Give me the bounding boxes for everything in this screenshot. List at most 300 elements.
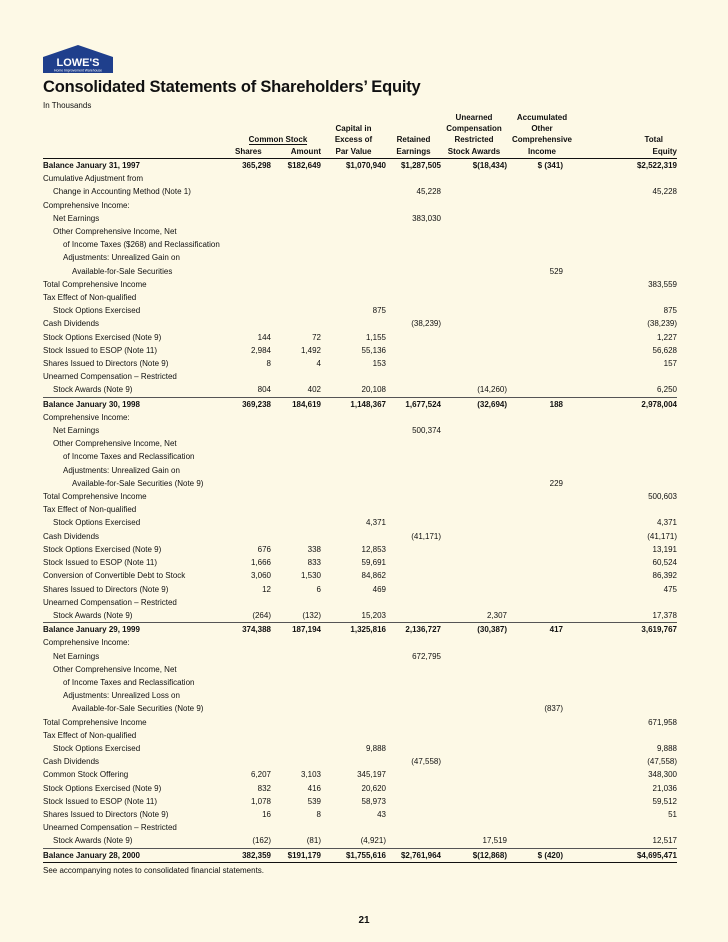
cell-amount: 1,492 (300, 345, 321, 355)
cell-retained: 45,228 (416, 187, 441, 197)
balance-row (43, 159, 677, 173)
cell-aoci (507, 729, 577, 742)
table-row (43, 424, 677, 437)
cell-retained (386, 636, 441, 649)
row-label: Comprehensive Income: (43, 200, 130, 210)
row-label: Adjustments: Unrealized Gain on (63, 465, 180, 475)
table-row (43, 596, 677, 609)
cell-amount (271, 742, 321, 755)
row-label: Shares Issued to Directors (Note 9) (43, 359, 169, 369)
row-label: Stock Options Exercised (Note 9) (43, 332, 162, 342)
cell-aoci (507, 795, 577, 808)
row-label: Stock Options Exercised (53, 743, 141, 753)
cell-capital: 153 (372, 359, 386, 369)
cell-total: 875 (663, 306, 677, 316)
cell-amount: 416 (307, 783, 321, 793)
cell-capital (321, 477, 386, 490)
cell-shares (235, 490, 271, 503)
cell-unearned (441, 650, 507, 663)
table-row (43, 530, 677, 543)
cell-unearned (441, 344, 507, 357)
cell-total: 86,392 (652, 571, 677, 581)
row-label: Net Earnings (53, 651, 100, 661)
cell-total (577, 450, 677, 463)
cell-unearned: $(12,868) (441, 848, 507, 862)
row-label: Stock Options Exercised (Note 9) (43, 783, 162, 793)
cell-retained (386, 663, 441, 676)
cell-capital (321, 689, 386, 702)
cell-unearned (441, 278, 507, 291)
row-label: of Income Taxes and Reclassification (63, 452, 195, 462)
cell-shares: 16 (262, 809, 271, 819)
cell-retained (386, 609, 441, 623)
cell-shares (235, 503, 271, 516)
cell-retained: $2,761,964 (386, 848, 441, 862)
cell-amount (271, 596, 321, 609)
table-row (43, 490, 677, 503)
cell-unearned (441, 238, 507, 251)
cell-amount (271, 650, 321, 663)
row-label: of Income Taxes and Reclassification (63, 677, 195, 687)
table-row (43, 821, 677, 834)
cell-total (577, 650, 677, 663)
table-header (43, 112, 677, 159)
cell-amount: 338 (307, 544, 321, 554)
cell-amount (271, 503, 321, 516)
cell-amount (271, 530, 321, 543)
cell-retained (386, 357, 441, 370)
cell-shares (235, 278, 271, 291)
cell-amount (271, 212, 321, 225)
cell-capital: 12,853 (361, 544, 386, 554)
cell-amount (271, 636, 321, 649)
cell-aoci (507, 755, 577, 768)
header-unearned: Restricted (454, 135, 494, 144)
row-label: Balance January 29, 1999 (43, 623, 235, 637)
cell-aoci (507, 716, 577, 729)
table-row (43, 464, 677, 477)
cell-capital (321, 702, 386, 715)
cell-retained: (47,558) (411, 757, 441, 767)
cell-amount (271, 464, 321, 477)
cell-unearned (441, 265, 507, 278)
cell-shares: 2,984 (250, 345, 271, 355)
cell-aoci (507, 689, 577, 702)
cell-retained (386, 768, 441, 781)
cell-unearned (441, 370, 507, 383)
cell-capital: 59,691 (361, 558, 386, 568)
units-note: In Thousands (43, 101, 92, 110)
cell-shares (235, 238, 271, 251)
cell-unearned: 17,519 (482, 836, 507, 846)
cell-retained (386, 199, 441, 212)
cell-capital (321, 490, 386, 503)
cell-shares (235, 530, 271, 543)
cell-aoci (507, 556, 577, 569)
row-label: Total Comprehensive Income (43, 279, 147, 289)
cell-aoci (507, 383, 577, 397)
cell-amount (271, 304, 321, 317)
cell-total: 13,191 (652, 544, 677, 554)
cell-retained (386, 251, 441, 264)
header-aoci: Other (531, 124, 553, 133)
row-label: Net Earnings (53, 213, 100, 223)
row-label: Total Comprehensive Income (43, 717, 147, 727)
cell-capital (321, 278, 386, 291)
cell-capital (321, 755, 386, 768)
cell-capital: $1,755,616 (321, 848, 386, 862)
cell-total (577, 411, 677, 424)
table-row (43, 278, 677, 291)
cell-amount (271, 185, 321, 198)
cell-retained (386, 383, 441, 397)
cell-total (577, 702, 677, 715)
cell-amount: 3,103 (300, 770, 321, 780)
cell-unearned (441, 689, 507, 702)
cell-aoci (507, 291, 577, 304)
cell-amount (271, 702, 321, 715)
cell-amount (271, 251, 321, 264)
cell-amount (271, 265, 321, 278)
cell-total (577, 464, 677, 477)
cell-unearned (441, 755, 507, 768)
cell-retained (386, 344, 441, 357)
header-capital: Capital in (335, 124, 372, 133)
cell-total: 56,628 (652, 345, 677, 355)
cell-retained (386, 331, 441, 344)
row-label: Available-for-Sale Securities (Note 9) (72, 478, 204, 488)
cell-total (577, 212, 677, 225)
cell-shares (235, 411, 271, 424)
cell-total: 1,227 (656, 332, 677, 342)
cell-shares: 676 (257, 544, 271, 554)
cell-total: 671,958 (648, 717, 677, 727)
cell-aoci (507, 172, 577, 185)
cell-total: 348,300 (648, 770, 677, 780)
cell-aoci (507, 225, 577, 238)
cell-capital: 1,155 (365, 332, 386, 342)
cell-retained (386, 265, 441, 278)
cell-shares (235, 185, 271, 198)
cell-retained: $1,287,505 (386, 159, 441, 173)
cell-total: 6,250 (656, 385, 677, 395)
cell-aoci: 188 (507, 397, 577, 411)
cell-capital (321, 716, 386, 729)
cell-retained: 672,795 (412, 651, 441, 661)
row-label: Stock Awards (Note 9) (53, 836, 133, 846)
row-label: Tax Effect of Non-qualified (43, 293, 137, 303)
row-label: Balance January 28, 2000 (43, 848, 235, 862)
table-row (43, 411, 677, 424)
table-row (43, 265, 677, 278)
cell-capital (321, 650, 386, 663)
cell-shares: 365,298 (235, 159, 271, 173)
cell-aoci: 529 (549, 266, 563, 276)
cell-aoci (507, 490, 577, 503)
row-label: Net Earnings (53, 426, 100, 436)
cell-amount (271, 199, 321, 212)
cell-total (577, 172, 677, 185)
cell-shares (235, 317, 271, 330)
cell-retained (386, 172, 441, 185)
cell-amount (271, 716, 321, 729)
cell-capital (321, 676, 386, 689)
row-label: Common Stock Offering (43, 770, 129, 780)
cell-shares: 3,060 (250, 571, 271, 581)
cell-shares (235, 663, 271, 676)
cell-retained (386, 742, 441, 755)
table-row (43, 716, 677, 729)
cell-retained (386, 304, 441, 317)
cell-amount (271, 317, 321, 330)
cell-total (577, 689, 677, 702)
cell-total (577, 729, 677, 742)
cell-shares: 6,207 (250, 770, 271, 780)
cell-total: (38,239) (647, 319, 677, 329)
cell-shares: 1,666 (250, 558, 271, 568)
cell-retained (386, 225, 441, 238)
cell-total: 60,524 (652, 558, 677, 568)
cell-aoci (507, 569, 577, 582)
cell-total (577, 199, 677, 212)
row-label: Stock Issued to ESOP (Note 11) (43, 796, 157, 806)
cell-shares (235, 636, 271, 649)
cell-capital (321, 291, 386, 304)
cell-unearned (441, 185, 507, 198)
cell-retained (386, 729, 441, 742)
table-row (43, 556, 677, 569)
row-label: Cash Dividends (43, 757, 100, 767)
cell-aoci (507, 370, 577, 383)
cell-shares (235, 251, 271, 264)
cell-amount: $191,179 (271, 848, 321, 862)
cell-shares (235, 689, 271, 702)
cell-unearned (441, 172, 507, 185)
row-label: Available-for-Sale Securities (72, 266, 173, 276)
table-row (43, 742, 677, 755)
cell-shares (235, 729, 271, 742)
cell-capital (321, 370, 386, 383)
cell-aoci (507, 808, 577, 821)
cell-aoci (507, 331, 577, 344)
cell-aoci (507, 424, 577, 437)
cell-retained (386, 808, 441, 821)
table-row (43, 676, 677, 689)
cell-total: 2,978,004 (577, 397, 677, 411)
cell-amount (271, 477, 321, 490)
cell-amount (271, 291, 321, 304)
cell-amount: 833 (307, 558, 321, 568)
row-label: Other Comprehensive Income, Net (53, 227, 177, 237)
cell-capital (321, 424, 386, 437)
cell-unearned (441, 450, 507, 463)
cell-unearned (441, 304, 507, 317)
table-row (43, 225, 677, 238)
cell-retained (386, 702, 441, 715)
row-label: Comprehensive Income: (43, 638, 130, 648)
cell-retained (386, 596, 441, 609)
table-row (43, 663, 677, 676)
cell-aoci: 229 (549, 478, 563, 488)
cell-total: 9,888 (656, 743, 677, 753)
table-row (43, 503, 677, 516)
cell-unearned: (30,387) (441, 623, 507, 637)
cell-retained (386, 291, 441, 304)
row-label: Tax Effect of Non-qualified (43, 505, 137, 515)
table-body (43, 159, 677, 863)
header-aoci: Comprehensive (511, 135, 573, 144)
row-label: Tax Effect of Non-qualified (43, 730, 137, 740)
header-capital: Excess of (334, 135, 373, 144)
cell-total: $2,522,319 (577, 159, 677, 173)
table-row (43, 238, 677, 251)
header-amount: Amount (290, 147, 321, 156)
cell-total: (41,171) (647, 531, 677, 541)
cell-unearned (441, 357, 507, 370)
cell-shares: (264) (252, 610, 271, 620)
cell-retained (386, 490, 441, 503)
cell-shares (235, 650, 271, 663)
cell-capital (321, 238, 386, 251)
row-label: Stock Options Exercised (Note 9) (43, 544, 162, 554)
row-label: Balance January 31, 1997 (43, 159, 235, 173)
cell-retained (386, 437, 441, 450)
cell-aoci (507, 503, 577, 516)
cell-shares (235, 676, 271, 689)
cell-unearned (441, 808, 507, 821)
row-label: Stock Options Exercised (53, 518, 141, 528)
cell-retained (386, 464, 441, 477)
cell-total (577, 291, 677, 304)
cell-aoci (507, 636, 577, 649)
row-label: Adjustments: Unrealized Gain on (63, 253, 180, 263)
cell-unearned (441, 676, 507, 689)
row-label: Conversion of Convertible Debt to Stock (43, 571, 186, 581)
cell-retained (386, 583, 441, 596)
table-row (43, 331, 677, 344)
header-total: Total (644, 135, 663, 144)
cell-retained: (38,239) (411, 319, 441, 329)
cell-shares (235, 265, 271, 278)
cell-amount: 187,194 (271, 623, 321, 637)
cell-aoci (507, 834, 577, 848)
cell-aoci (507, 344, 577, 357)
footnote: See accompanying notes to consolidated financial statements. (43, 866, 265, 875)
cell-capital (321, 172, 386, 185)
cell-shares (235, 225, 271, 238)
cell-capital (321, 199, 386, 212)
cell-unearned: (32,694) (441, 397, 507, 411)
table-row (43, 185, 677, 198)
shareholders-equity-table (43, 112, 677, 863)
cell-shares (235, 742, 271, 755)
cell-total: 4,371 (656, 518, 677, 528)
header-aoci: Income (527, 147, 556, 156)
cell-aoci (507, 650, 577, 663)
table-row (43, 755, 677, 768)
cell-amount (271, 437, 321, 450)
cell-retained (386, 450, 441, 463)
row-label: of Income Taxes ($268) and Reclassification (63, 240, 220, 250)
cell-retained: 500,374 (412, 426, 441, 436)
table-row (43, 357, 677, 370)
cell-aoci (507, 530, 577, 543)
table-row (43, 650, 677, 663)
cell-capital (321, 212, 386, 225)
cell-retained (386, 676, 441, 689)
cell-aoci (507, 185, 577, 198)
cell-capital (321, 530, 386, 543)
cell-capital (321, 636, 386, 649)
cell-total (577, 503, 677, 516)
cell-shares: 12 (262, 584, 271, 594)
cell-retained: 383,030 (412, 213, 441, 223)
cell-total (577, 238, 677, 251)
cell-shares: 374,388 (235, 623, 271, 637)
cell-total: 17,378 (652, 610, 677, 620)
cell-total: 475 (663, 584, 677, 594)
table-row (43, 795, 677, 808)
cell-aoci (507, 464, 577, 477)
header-unearned: Stock Awards (447, 147, 501, 156)
cell-capital (321, 596, 386, 609)
cell-aoci (507, 278, 577, 291)
cell-total: 3,619,767 (577, 623, 677, 637)
row-label: Stock Issued to ESOP (Note 11) (43, 345, 157, 355)
cell-amount (271, 516, 321, 529)
cell-total (577, 225, 677, 238)
cell-unearned: 2,307 (486, 610, 507, 620)
cell-unearned (441, 530, 507, 543)
row-label: Unearned Compensation – Restricted (43, 823, 177, 833)
cell-shares (235, 437, 271, 450)
cell-aoci (507, 543, 577, 556)
cell-amount: 402 (307, 385, 321, 395)
page-title: Consolidated Statements of Shareholders’ Equity (43, 78, 421, 96)
header-unearned: Compensation (446, 124, 502, 133)
cell-capital: 4,371 (365, 518, 386, 528)
cell-retained: 2,136,727 (386, 623, 441, 637)
table-row (43, 543, 677, 556)
cell-amount: 72 (312, 332, 321, 342)
table-row (43, 768, 677, 781)
table-row (43, 477, 677, 490)
cell-shares (235, 199, 271, 212)
cell-capital (321, 251, 386, 264)
table-row (43, 782, 677, 795)
cell-capital: 20,108 (361, 385, 386, 395)
cell-aoci (507, 450, 577, 463)
cell-unearned (441, 424, 507, 437)
cell-total: 12,517 (652, 836, 677, 846)
cell-shares (235, 516, 271, 529)
cell-unearned: $(18,434) (441, 159, 507, 173)
header-shares: Shares (235, 147, 262, 156)
cell-amount (271, 411, 321, 424)
cell-unearned (441, 503, 507, 516)
row-label: Stock Awards (Note 9) (53, 385, 133, 395)
cell-total: (47,558) (647, 757, 677, 767)
page-number: 21 (358, 915, 370, 926)
cell-total: 51 (668, 809, 677, 819)
cell-unearned (441, 543, 507, 556)
cell-total: $4,695,471 (577, 848, 677, 862)
cell-shares (235, 370, 271, 383)
cell-aoci (507, 676, 577, 689)
cell-unearned (441, 490, 507, 503)
cell-total (577, 477, 677, 490)
cell-capital (321, 317, 386, 330)
